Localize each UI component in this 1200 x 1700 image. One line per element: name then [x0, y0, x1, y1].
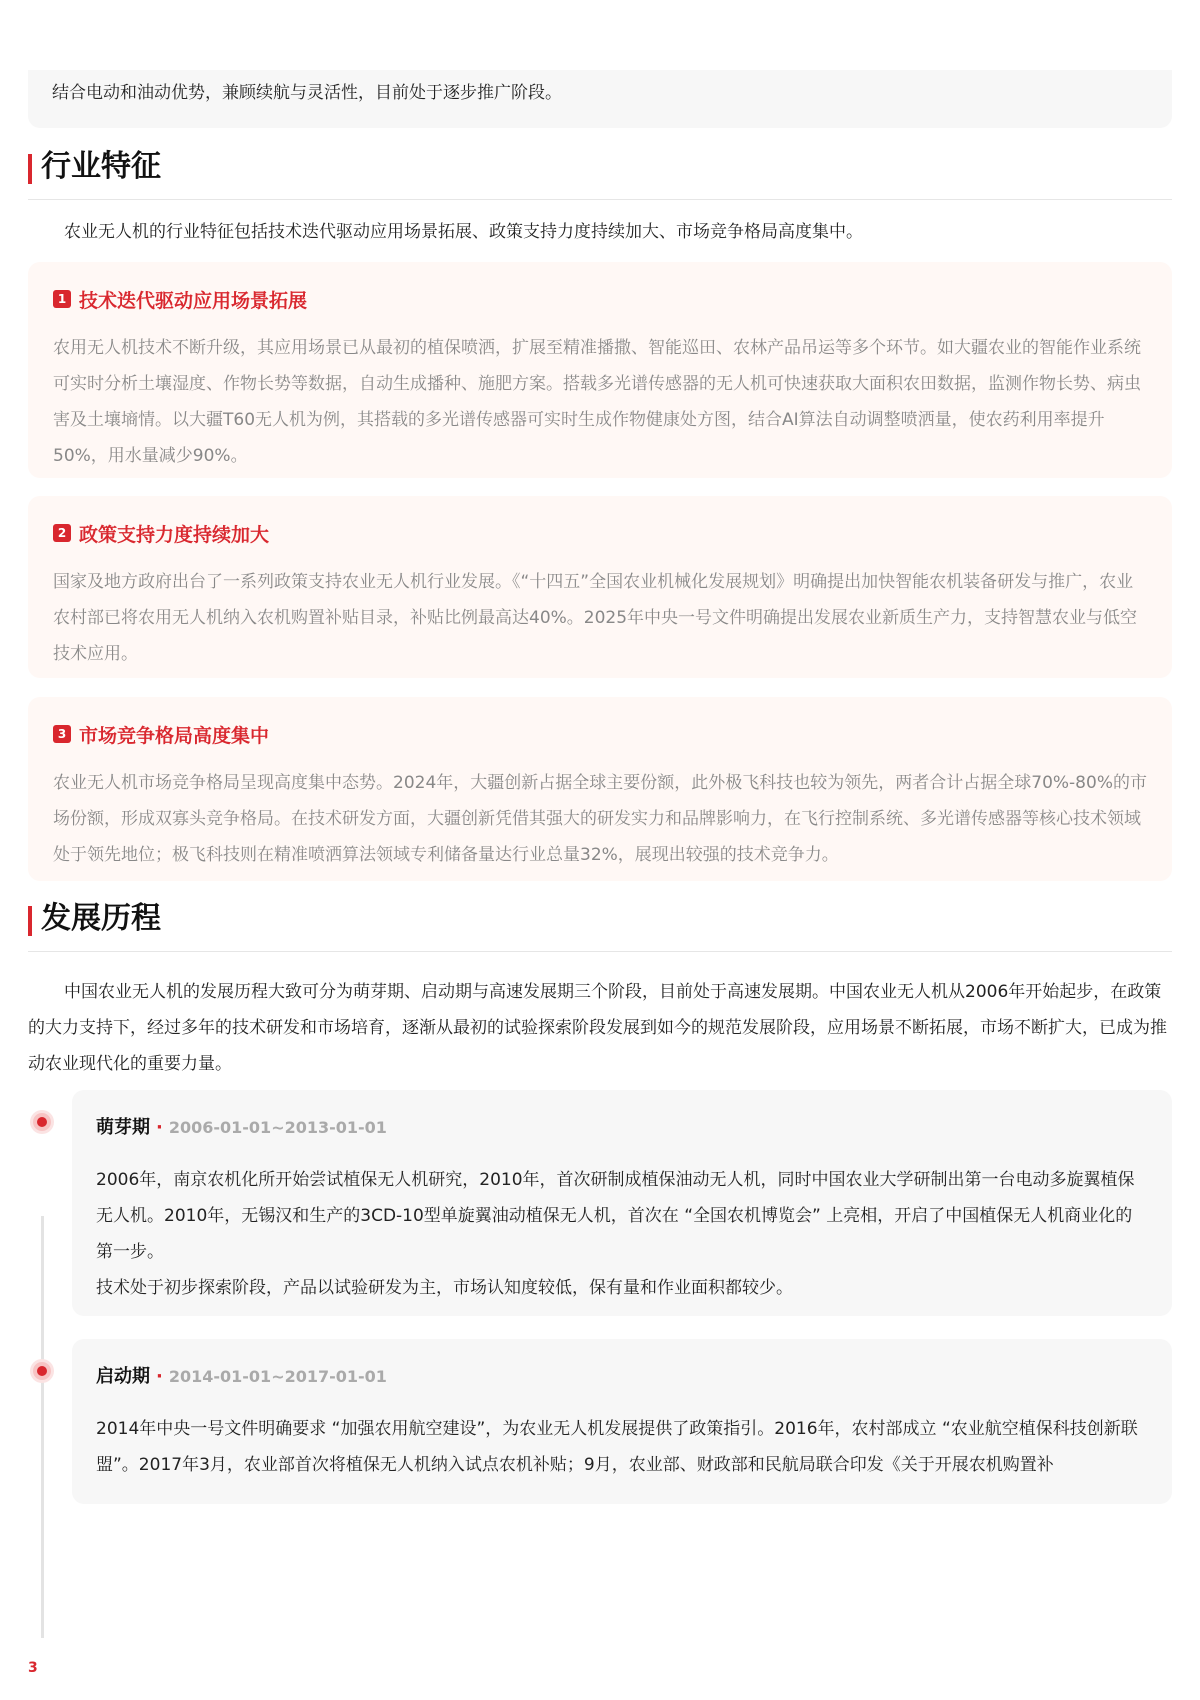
stage-separator: · — [156, 1117, 163, 1138]
feature-body: 国家及地方政府出台了一系列政策支持农业无人机行业发展。《“十四五”全国农业机械化发展规划》明确提出加快智能农机装备研发与推广，农业农村部已将农用无人机纳入农机购置补贴目录，补贴比例最高达40%。2025年中央一号文件明确提出发展农业新质生产力，支持智慧农业与低空技术应用。 — [53, 572, 1138, 664]
section-title: 发展历程 — [41, 901, 161, 936]
stage-name: 启动期 — [96, 1366, 150, 1387]
stage-header — [96, 1363, 1148, 1391]
stage-name: 萌芽期 — [96, 1117, 150, 1138]
feature-title-row — [53, 284, 1148, 314]
stage-card — [72, 1090, 1172, 1316]
timeline-dot-icon — [33, 1113, 51, 1131]
stage-paragraph: 2014年中央一号文件明确要求 “加强农用航空建设”，为农业无人机发展提供了政策指引。2016年，农村部成立 “农业航空植保科技创新联盟”。2017年3月，农业部首次将植保无人机纳入试点农机补贴；9月，农业部、财政部和民航局联合印发《关于开展农机购置补 — [96, 1419, 1138, 1475]
stage-date: 2014-01-01~2017-01-01 — [168, 1367, 387, 1386]
section-header-industry-features — [28, 140, 1172, 200]
industry-features-intro: 农业无人机的行业特征包括技术迭代驱动应用场景拓展、政策支持力度持续加大、市场竞争格局高度集中。 — [64, 222, 863, 242]
feature-card — [28, 496, 1172, 678]
stage-date: 2006-01-01~2013-01-01 — [168, 1118, 387, 1137]
feature-card — [28, 697, 1172, 881]
section-accent-bar — [28, 154, 32, 184]
development-intro: 中国农业无人机的发展历程大致可分为萌芽期、启动期与高速发展期三个阶段，目前处于高速发展期。中国农业无人机从2006年开始起步，在政策的大力支持下，经过多年的技术研发和市场培育，逐渐从最初的试验探索阶段发展到如今的规范发展阶段，应用场景不断拓展，市场不断扩大，已成为推动农业现代化的重要力量。 — [28, 982, 1167, 1074]
stage-body — [96, 1411, 1148, 1483]
feature-title-row — [53, 518, 1148, 548]
summary-box — [28, 70, 1172, 128]
number-badge: 3 — [53, 725, 71, 743]
stage-paragraph: 技术处于初步探索阶段，产品以试验研发为主，市场认知度较低，保有量和作业面积都较少。 — [96, 1278, 793, 1298]
feature-body: 农用无人机技术不断升级，其应用场景已从最初的植保喷洒，扩展至精准播撒、智能巡田、农林产品吊运等多个环节。如大疆农业的智能作业系统可实时分析土壤湿度、作物长势等数据，自动生成播种、施肥方案。搭载多光谱传感器的无人机可快速获取大面积农田数据，监测作物长势、病虫害及土壤墒情。以大疆T60无人机为例，其搭载的多光谱传感器可实时生成作物健康处方图，结合AI算法自动调整喷洒量，使农药利用率提升50%，用水量减少90%。 — [53, 338, 1141, 466]
feature-title: 市场竞争格局高度集中 — [79, 724, 270, 747]
summary-text: 结合电动和油动优势，兼顾续航与灵活性，目前处于逐步推广阶段。 — [52, 83, 562, 103]
stage-paragraph: 2006年，南京农机化所开始尝试植保无人机研究，2010年，首次研制成植保油动无人机，同时中国农业大学研制出第一台电动多旋翼植保无人机。2010年，无锡汉和生产的3CD-10型单旋翼油动植保无人机，首次在 “全国农机博览会” 上亮相，开启了中国植保无人机商业化的第一步。 — [96, 1170, 1135, 1262]
timeline-dot-icon — [33, 1362, 51, 1380]
section-title: 行业特征 — [41, 149, 161, 184]
feature-title: 政策支持力度持续加大 — [79, 523, 270, 546]
stage-separator: · — [156, 1366, 163, 1387]
stage-card — [72, 1339, 1172, 1504]
feature-body: 农业无人机市场竞争格局呈现高度集中态势。2024年，大疆创新占据全球主要份额，此外极飞科技也较为领先，两者合计占据全球70%-80%的市场份额，形成双寡头竞争格局。在技术研发方面，大疆创新凭借其强大的研发实力和品牌影响力，在飞行控制系统、多光谱传感器等核心技术领域处于领先地位；极飞科技则在精准喷洒算法领域专利储备量达行业总量32%，展现出较强的技术竞争力。 — [53, 773, 1147, 865]
stage-header — [96, 1114, 1148, 1142]
number-badge: 2 — [53, 524, 71, 542]
page-number: 3 — [28, 1660, 38, 1676]
number-badge: 1 — [53, 290, 71, 308]
feature-title: 技术迭代驱动应用场景拓展 — [79, 289, 308, 312]
feature-card — [28, 262, 1172, 478]
timeline-line — [41, 1216, 44, 1638]
stage-body — [96, 1162, 1148, 1306]
feature-title-row — [53, 719, 1148, 749]
section-header-development — [28, 892, 1172, 952]
section-accent-bar — [28, 906, 32, 936]
